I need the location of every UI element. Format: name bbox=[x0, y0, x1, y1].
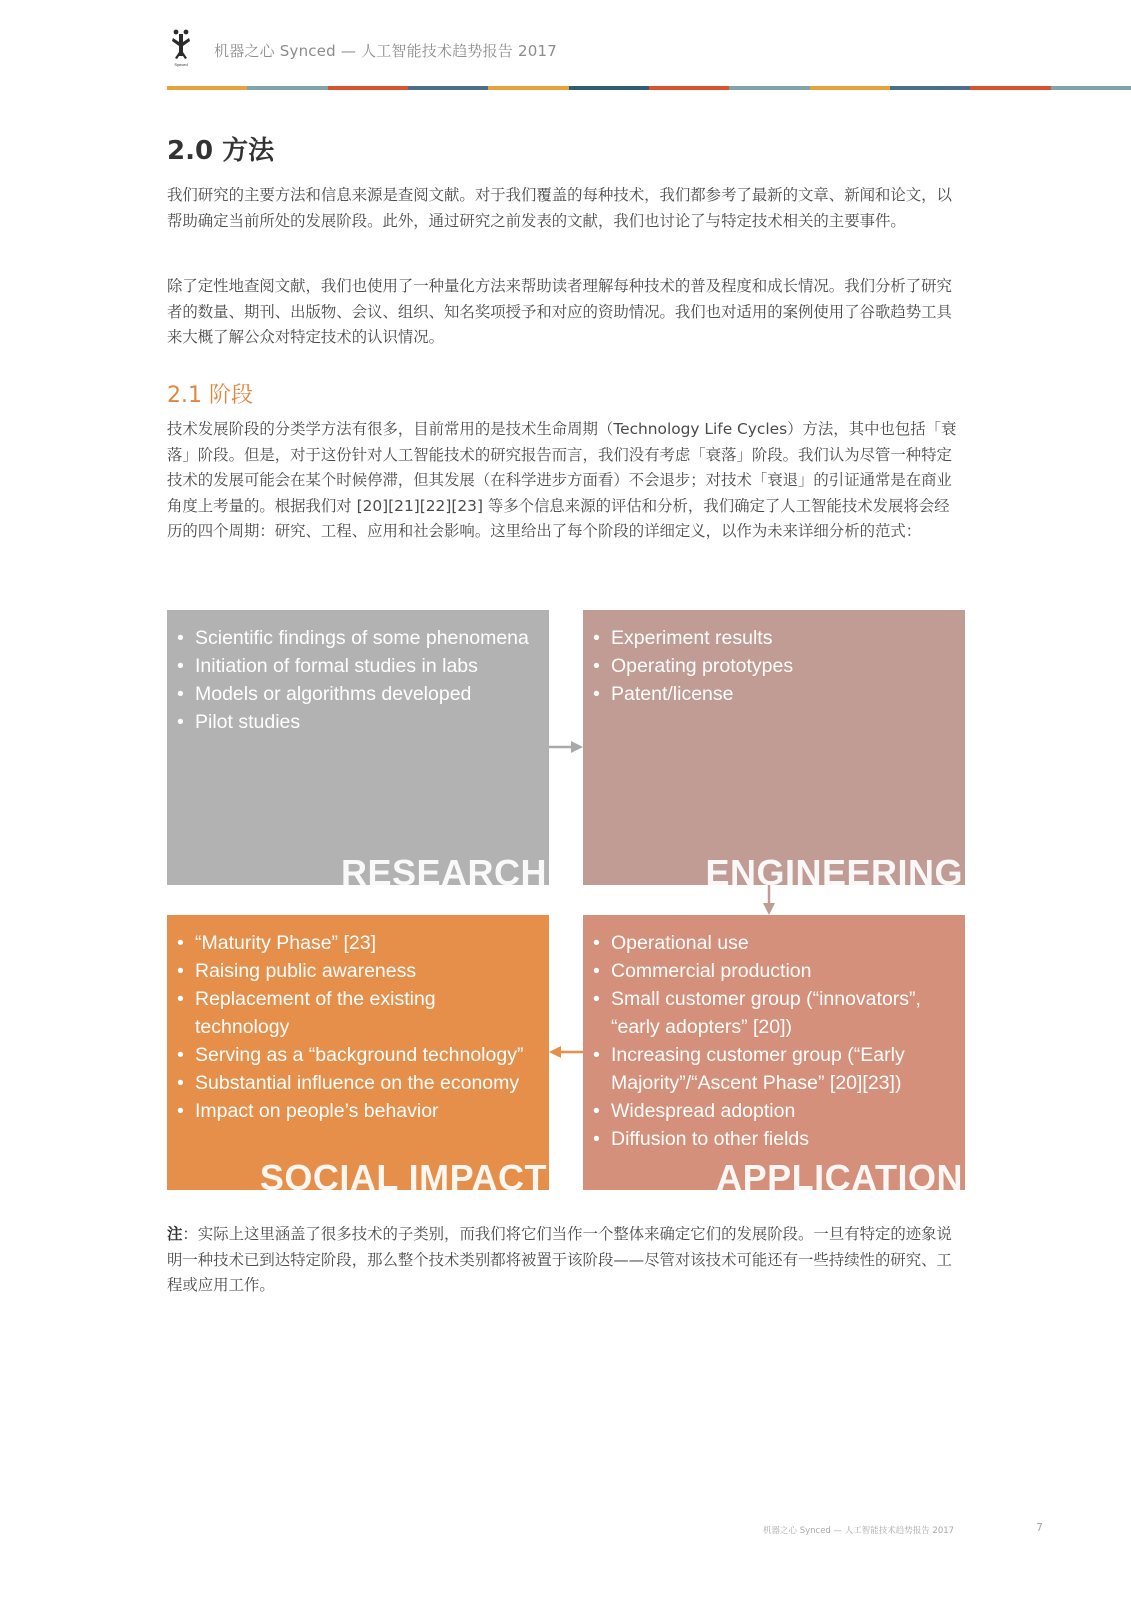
application-item: • Diffusion to other fields bbox=[611, 1125, 949, 1153]
color-stripe-segment bbox=[970, 86, 1050, 90]
application-item: • Small customer group (“innovators”, “early adopters” [20]) bbox=[611, 985, 949, 1041]
section-heading: 2.0 方法 bbox=[167, 136, 275, 166]
arrow-research-to-engineering bbox=[549, 741, 583, 753]
social-impact-item: • “Maturity Phase” [23] bbox=[195, 929, 533, 957]
footer-title: 机器之心 Synced — 人工智能技术趋势报告 2017 bbox=[763, 1526, 955, 1536]
color-stripe-segment bbox=[247, 86, 327, 90]
social-impact-label: SOCIAL IMPACT bbox=[259, 1157, 547, 1190]
header-title: 机器之心 Synced — 人工智能技术趋势报告 2017 bbox=[214, 42, 557, 60]
color-stripe-segment bbox=[729, 86, 809, 90]
engineering-item: • Operating prototypes bbox=[611, 652, 949, 680]
application-list bbox=[583, 915, 965, 1153]
application-label: APPLICATION bbox=[716, 1157, 963, 1190]
color-stripe-segment bbox=[488, 86, 568, 90]
color-stripe-segment bbox=[167, 86, 247, 90]
research-list bbox=[167, 610, 549, 736]
social-impact-item: • Serving as a “background technology” bbox=[195, 1041, 533, 1069]
research-item: • Pilot studies bbox=[195, 708, 533, 736]
color-stripe-segment bbox=[408, 86, 488, 90]
social-impact-box bbox=[167, 915, 549, 1190]
social-impact-item: • Impact on people’s behavior bbox=[195, 1097, 533, 1125]
arrow-application-to-social bbox=[549, 1046, 583, 1058]
subsection-paragraph: 技术发展阶段的分类学方法有很多，目前常用的是技术生命周期（Technology Life Cycles）方法，其中也包括「衰落」阶段。但是，对于这份针对人工智能技术的研究报告而言，我们没有考虑「衰落」阶段。我们认为尽管一种特定技术的发展可能会在某个时候停滞，但其发展（在科学进步方面看）不会退步；对技术「衰退」的引证通常是在商业角度上考量的。根据我们对 [20][21][22][23] 等多个信息来源的评估和分析，我们确定了人工智能技术发展将会经历的四个周期：研究、工程、应用和社会影响。这里给出了每个阶段的详细定义，以作为未来详细分析的范式： bbox=[167, 420, 957, 540]
color-stripe-segment bbox=[890, 86, 970, 90]
application-item: • Operational use bbox=[611, 929, 949, 957]
section-paragraph-1: 我们研究的主要方法和信息来源是查阅文献。对于我们覆盖的每种技术，我们都参考了最新的文章、新闻和论文，以帮助确定当前所处的发展阶段。此外，通过研究之前发表的文献，我们也讨论了与特定技术相关的主要事件。 bbox=[167, 186, 952, 230]
color-stripe-segment bbox=[1051, 86, 1131, 90]
social-impact-item: • Substantial influence on the economy bbox=[195, 1069, 533, 1097]
research-item: • Initiation of formal studies in labs bbox=[195, 652, 533, 680]
note-paragraph bbox=[167, 1222, 962, 1299]
engineering-list bbox=[583, 610, 965, 708]
color-stripe-segment bbox=[810, 86, 890, 90]
engineering-label: ENGINEERING bbox=[705, 852, 963, 885]
synced-logo bbox=[167, 28, 195, 68]
application-item: • Commercial production bbox=[611, 957, 949, 985]
social-impact-list bbox=[167, 915, 549, 1125]
arrow-engineering-to-application bbox=[763, 885, 775, 915]
research-item: • Scientific findings of some phenomena bbox=[195, 624, 533, 652]
note-label: 注 bbox=[167, 1225, 183, 1243]
color-stripe-segment bbox=[328, 86, 408, 90]
color-stripe-segment bbox=[569, 86, 649, 90]
social-impact-item: • Replacement of the existing technology bbox=[195, 985, 533, 1041]
application-item: • Widespread adoption bbox=[611, 1097, 949, 1125]
research-box bbox=[167, 610, 549, 885]
note-text: ：实际上这里涵盖了很多技术的子类别，而我们将它们当作一个整体来确定它们的发展阶段。一旦有特定的迹象说明一种技术已到达特定阶段，那么整个技术类别都将被置于该阶段——尽管对该技术可能还有一些持续性的研究、工程或应用工作。 bbox=[167, 1225, 952, 1294]
engineering-item: • Patent/license bbox=[611, 680, 949, 708]
page-number: 7 bbox=[1036, 1521, 1043, 1534]
subsection-heading: 2.1 阶段 bbox=[167, 383, 253, 408]
section-paragraph-2: 除了定性地查阅文献，我们也使用了一种量化方法来帮助读者理解每种技术的普及程度和成长情况。我们分析了研究者的数量、期刊、出版物、会议、组织、知名奖项授予和对应的资助情况。我们也对适用的案例使用了谷歌趋势工具来大概了解公众对特定技术的认识情况。 bbox=[167, 277, 952, 346]
header-color-stripe bbox=[167, 86, 1131, 90]
engineering-item: • Experiment results bbox=[611, 624, 949, 652]
research-label: RESEARCH bbox=[340, 852, 547, 885]
engineering-box bbox=[583, 610, 965, 885]
application-box bbox=[583, 915, 965, 1190]
research-item: • Models or algorithms developed bbox=[195, 680, 533, 708]
color-stripe-segment bbox=[649, 86, 729, 90]
logo-text: Synced bbox=[174, 62, 188, 67]
arrow-social-to-research bbox=[351, 885, 363, 915]
technology-lifecycle-diagram bbox=[167, 610, 965, 1190]
application-item: • Increasing customer group (“Early Majority”/“Ascent Phase” [20][23]) bbox=[611, 1041, 949, 1097]
social-impact-item: • Raising public awareness bbox=[195, 957, 533, 985]
